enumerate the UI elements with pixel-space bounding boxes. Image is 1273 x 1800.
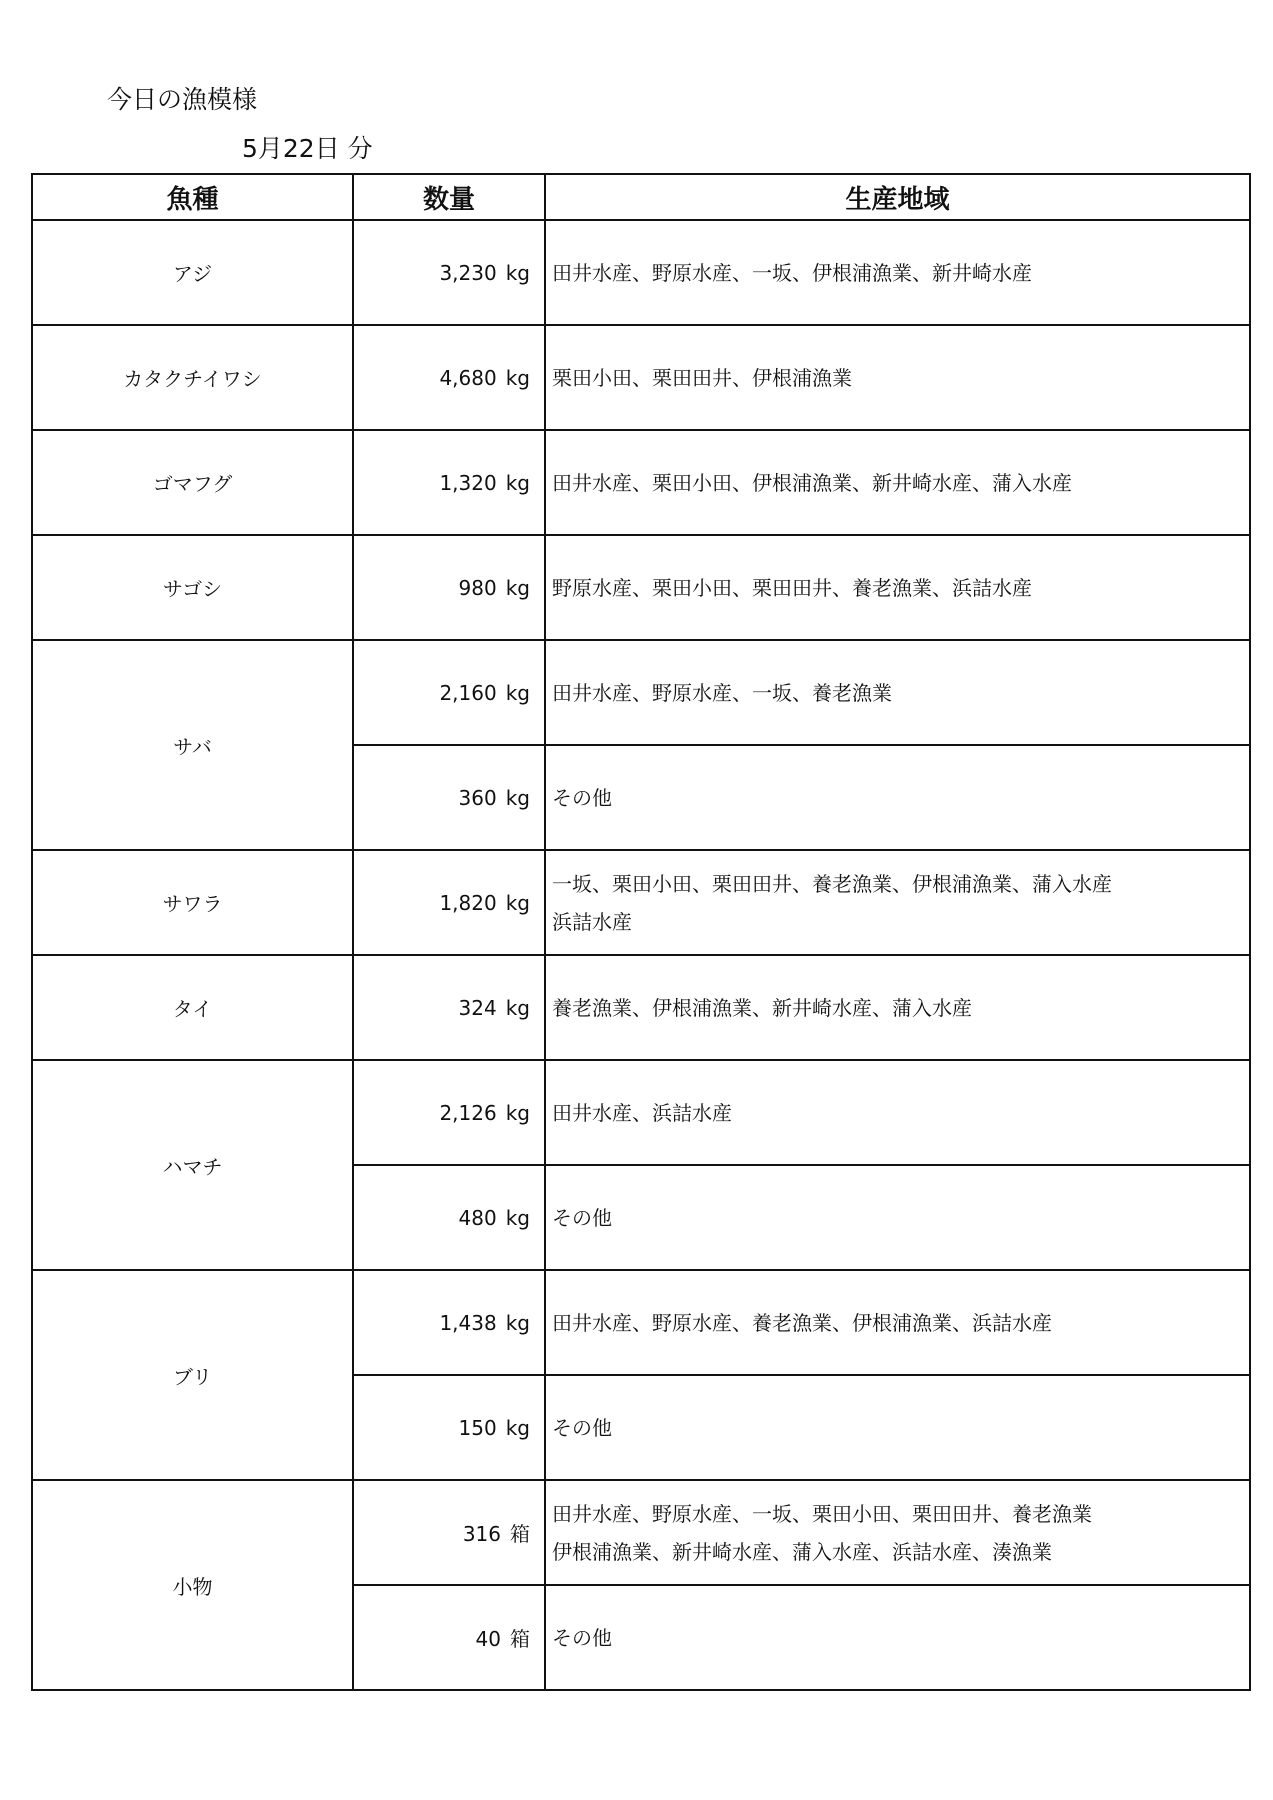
table-row — [32, 1060, 1250, 1165]
quantity-value: 1,320 — [439, 470, 497, 495]
table-body — [32, 220, 1250, 1690]
quantity-unit: kg — [505, 1100, 530, 1125]
quantity-value: 980 — [458, 575, 497, 600]
quantity-cell — [353, 745, 545, 850]
area-text: その他 — [552, 785, 612, 810]
quantity-unit: kg — [505, 995, 530, 1020]
quantity-value: 1,438 — [439, 1310, 497, 1335]
area-text: その他 — [552, 1205, 612, 1230]
quantity-unit: kg — [505, 260, 530, 285]
header-area: 生産地域 — [545, 174, 1250, 220]
quantity-cell — [353, 1480, 545, 1585]
table-row — [32, 850, 1250, 955]
area-text: 栗田小田、栗田田井、伊根浦漁業 — [552, 365, 852, 390]
area-cell — [545, 745, 1250, 850]
area-text: 伊根浦漁業、新井崎水産、蒲入水産、浜詰水産、湊漁業 — [552, 1539, 1052, 1564]
species-cell: ブリ — [32, 1270, 353, 1480]
table-row — [32, 430, 1250, 535]
area-text: 田井水産、野原水産、一坂、養老漁業 — [552, 680, 892, 705]
table-row — [32, 535, 1250, 640]
quantity-value: 150 — [458, 1415, 497, 1440]
quantity-cell — [353, 1060, 545, 1165]
area-cell — [545, 1375, 1250, 1480]
quantity-unit: kg — [505, 785, 530, 810]
quantity-unit: kg — [505, 1415, 530, 1440]
area-cell — [545, 1060, 1250, 1165]
area-cell — [545, 1585, 1250, 1690]
area-text: 田井水産、浜詰水産 — [552, 1100, 732, 1125]
quantity-unit: kg — [505, 1310, 530, 1335]
quantity-cell — [353, 640, 545, 745]
quantity-unit: kg — [505, 680, 530, 705]
quantity-cell — [353, 850, 545, 955]
table-row — [32, 220, 1250, 325]
area-text: その他 — [552, 1415, 612, 1440]
area-cell — [545, 1270, 1250, 1375]
area-cell — [545, 430, 1250, 535]
quantity-cell — [353, 1270, 545, 1375]
quantity-value: 360 — [458, 785, 497, 810]
species-cell: 小物 — [32, 1480, 353, 1690]
quantity-cell — [353, 1165, 545, 1270]
area-cell — [545, 955, 1250, 1060]
area-cell — [545, 1165, 1250, 1270]
area-text: 田井水産、野原水産、一坂、栗田小田、栗田田井、養老漁業 — [552, 1501, 1092, 1526]
quantity-value: 316 — [462, 1522, 501, 1546]
report-date: 5月22日 分 — [242, 134, 373, 163]
quantity-value: 3,230 — [439, 260, 497, 285]
species-cell: カタクチイワシ — [32, 325, 353, 430]
species-cell: ゴマフグ — [32, 430, 353, 535]
species-cell: サワラ — [32, 850, 353, 955]
quantity-value: 2,160 — [439, 680, 497, 705]
area-text: 一坂、栗田小田、栗田田井、養老漁業、伊根浦漁業、蒲入水産 — [552, 871, 1112, 896]
table-row — [32, 325, 1250, 430]
area-text: 浜詰水産 — [552, 909, 632, 934]
species-cell: ハマチ — [32, 1060, 353, 1270]
species-cell: サゴシ — [32, 535, 353, 640]
area-cell — [545, 220, 1250, 325]
quantity-unit: kg — [505, 1205, 530, 1230]
quantity-value: 40 — [475, 1627, 501, 1651]
quantity-unit: 箱 — [510, 1627, 530, 1651]
table-row — [32, 640, 1250, 745]
table-row — [32, 955, 1250, 1060]
table-header-row — [32, 174, 1250, 220]
quantity-value: 480 — [458, 1205, 497, 1230]
quantity-cell — [353, 220, 545, 325]
area-text: 養老漁業、伊根浦漁業、新井崎水産、蒲入水産 — [552, 995, 972, 1020]
quantity-value: 324 — [458, 995, 497, 1020]
area-cell — [545, 535, 1250, 640]
quantity-cell — [353, 430, 545, 535]
table-row — [32, 1480, 1250, 1585]
area-cell — [545, 850, 1250, 955]
quantity-cell — [353, 1585, 545, 1690]
catch-table — [31, 173, 1251, 1691]
quantity-cell — [353, 955, 545, 1060]
header-species: 魚種 — [32, 174, 353, 220]
quantity-value: 4,680 — [439, 365, 497, 390]
header-quantity: 数量 — [353, 174, 545, 220]
area-text: 田井水産、栗田小田、伊根浦漁業、新井崎水産、蒲入水産 — [552, 470, 1072, 495]
area-text: 田井水産、野原水産、養老漁業、伊根浦漁業、浜詰水産 — [552, 1310, 1052, 1335]
quantity-value: 1,820 — [439, 890, 497, 915]
quantity-unit: kg — [505, 470, 530, 495]
species-cell: サバ — [32, 640, 353, 850]
area-text: その他 — [552, 1625, 612, 1650]
quantity-value: 2,126 — [439, 1100, 497, 1125]
area-cell — [545, 1480, 1250, 1585]
species-cell: アジ — [32, 220, 353, 325]
area-text: 田井水産、野原水産、一坂、伊根浦漁業、新井崎水産 — [552, 260, 1032, 285]
quantity-unit: kg — [505, 365, 530, 390]
area-cell — [545, 640, 1250, 745]
species-cell: タイ — [32, 955, 353, 1060]
table-row — [32, 1270, 1250, 1375]
quantity-unit: kg — [505, 890, 530, 915]
quantity-unit: 箱 — [510, 1522, 530, 1546]
quantity-cell — [353, 325, 545, 430]
quantity-unit: kg — [505, 575, 530, 600]
area-cell — [545, 325, 1250, 430]
quantity-cell — [353, 1375, 545, 1480]
area-text: 野原水産、栗田小田、栗田田井、養老漁業、浜詰水産 — [552, 575, 1032, 600]
quantity-cell — [353, 535, 545, 640]
page-title: 今日の漁模様 — [107, 85, 258, 114]
